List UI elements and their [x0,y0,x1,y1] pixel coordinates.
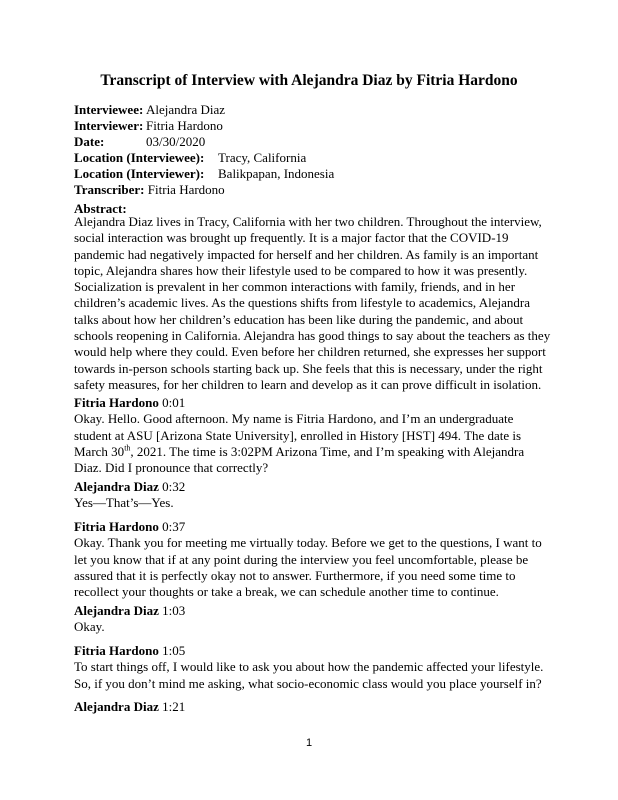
transcript-turn [74,395,552,476]
meta-value: Alejandra Diaz [146,102,226,117]
meta-row-transcriber [74,182,334,198]
meta-row-location-interviewer [74,166,334,182]
meta-label: Location (Interviewer): [74,166,205,181]
interview-metadata [74,102,334,198]
meta-row-interviewer [74,118,334,134]
turn-text [74,411,552,476]
timestamp: 0:37 [162,519,186,534]
meta-value: Balikpapan, Indonesia [218,166,335,181]
page-number: 1 [305,737,313,749]
abstract-heading: Abstract: [74,201,127,216]
turn-text: Okay. Thank you for meeting me virtually today. Before we get to the questions, I want to let you know that if at any point during the interview you feel uncomfortable, please be assured that it is perfectly okay not to answer. Furthermore, if you need some time to recollect your thoughts or take a break, we can schedule another time to continue. [74,535,542,600]
transcript-turn [74,603,552,636]
meta-row-interviewee [74,102,334,118]
meta-label: Date: [74,134,105,149]
speaker-name: Alejandra Diaz [74,479,159,494]
timestamp: 0:32 [162,479,186,494]
meta-row-location-interviewee [74,150,334,166]
timestamp: 1:05 [162,643,186,658]
transcript-turn [74,699,552,715]
speaker-name: Fitria Hardono [74,519,159,534]
meta-label: Interviewer: [74,118,144,133]
meta-value: Fitria Hardono [146,118,223,133]
meta-value: 03/30/2020 [146,134,206,149]
turn-text: Yes—That’s—Yes. [74,495,174,511]
speaker-name: Fitria Hardono [74,395,159,410]
turn-text-part: Okay. Hello. Good afternoon. My name is Fitria Hardono, and I’m an undergraduate student at ASU [Arizona State University], enrolled in History [HST] 494. The date is March 30 [74,411,522,459]
document-title: Transcript of Interview with Alejandra Diaz by Fitria Hardono [100,72,518,89]
abstract-paragraph: Alejandra Diaz lives in Tracy, California with her two children. Throughout the interview, social interaction was brought up frequently. It is a major factor that the COVID-19 pandemic had negatively impacted for herself and her children. As family is an important topic, Alejandra shares how their lifestyle used to be compared to how it was presently. Socialization is prevalent in her common interactions with family, friends, and in her children’s academic lives. As the questions shifts from lifestyle to academics, Alejandra talks about how her children’s education has been like during the pandemic, and about schools reopening in California. Alejandra has good things to say about the teachers as they would help where they could. Even before her children returned, she expresses her support towards in-person schools starting back up. She feels that this is necessary, under the right safety measures, for her children to learn and develop as it can prove difficult in isolation. [74,214,551,392]
turn-text: Okay. [74,619,105,635]
transcript-turn [74,479,552,512]
timestamp: 1:21 [162,699,186,714]
meta-value: Fitria Hardono [147,182,225,197]
meta-label: Transcriber: [74,182,145,197]
timestamp: 1:03 [162,603,186,618]
meta-value: Tracy, California [218,150,307,165]
meta-label: Interviewee: [74,102,144,117]
transcript-turn [74,519,552,600]
meta-row-date [74,134,334,150]
speaker-name: Alejandra Diaz [74,699,159,714]
turn-text: To start things off, I would like to ask you about how the pandemic affected your lifestyle. So, if you don’t mind me asking, what socio-economic class would you place yourself in? [74,659,544,691]
ordinal-suffix: th [124,443,131,453]
timestamp: 0:01 [162,395,186,410]
turn-text-part: , 2021. The time is 3:02PM Arizona Time, and I’m speaking with Alejandra Diaz. Did I pronounce that correctly? [74,443,525,476]
speaker-name: Alejandra Diaz [74,603,159,618]
speaker-name: Fitria Hardono [74,643,159,658]
transcript-turn [74,643,552,692]
meta-label: Location (Interviewee): [74,150,205,165]
